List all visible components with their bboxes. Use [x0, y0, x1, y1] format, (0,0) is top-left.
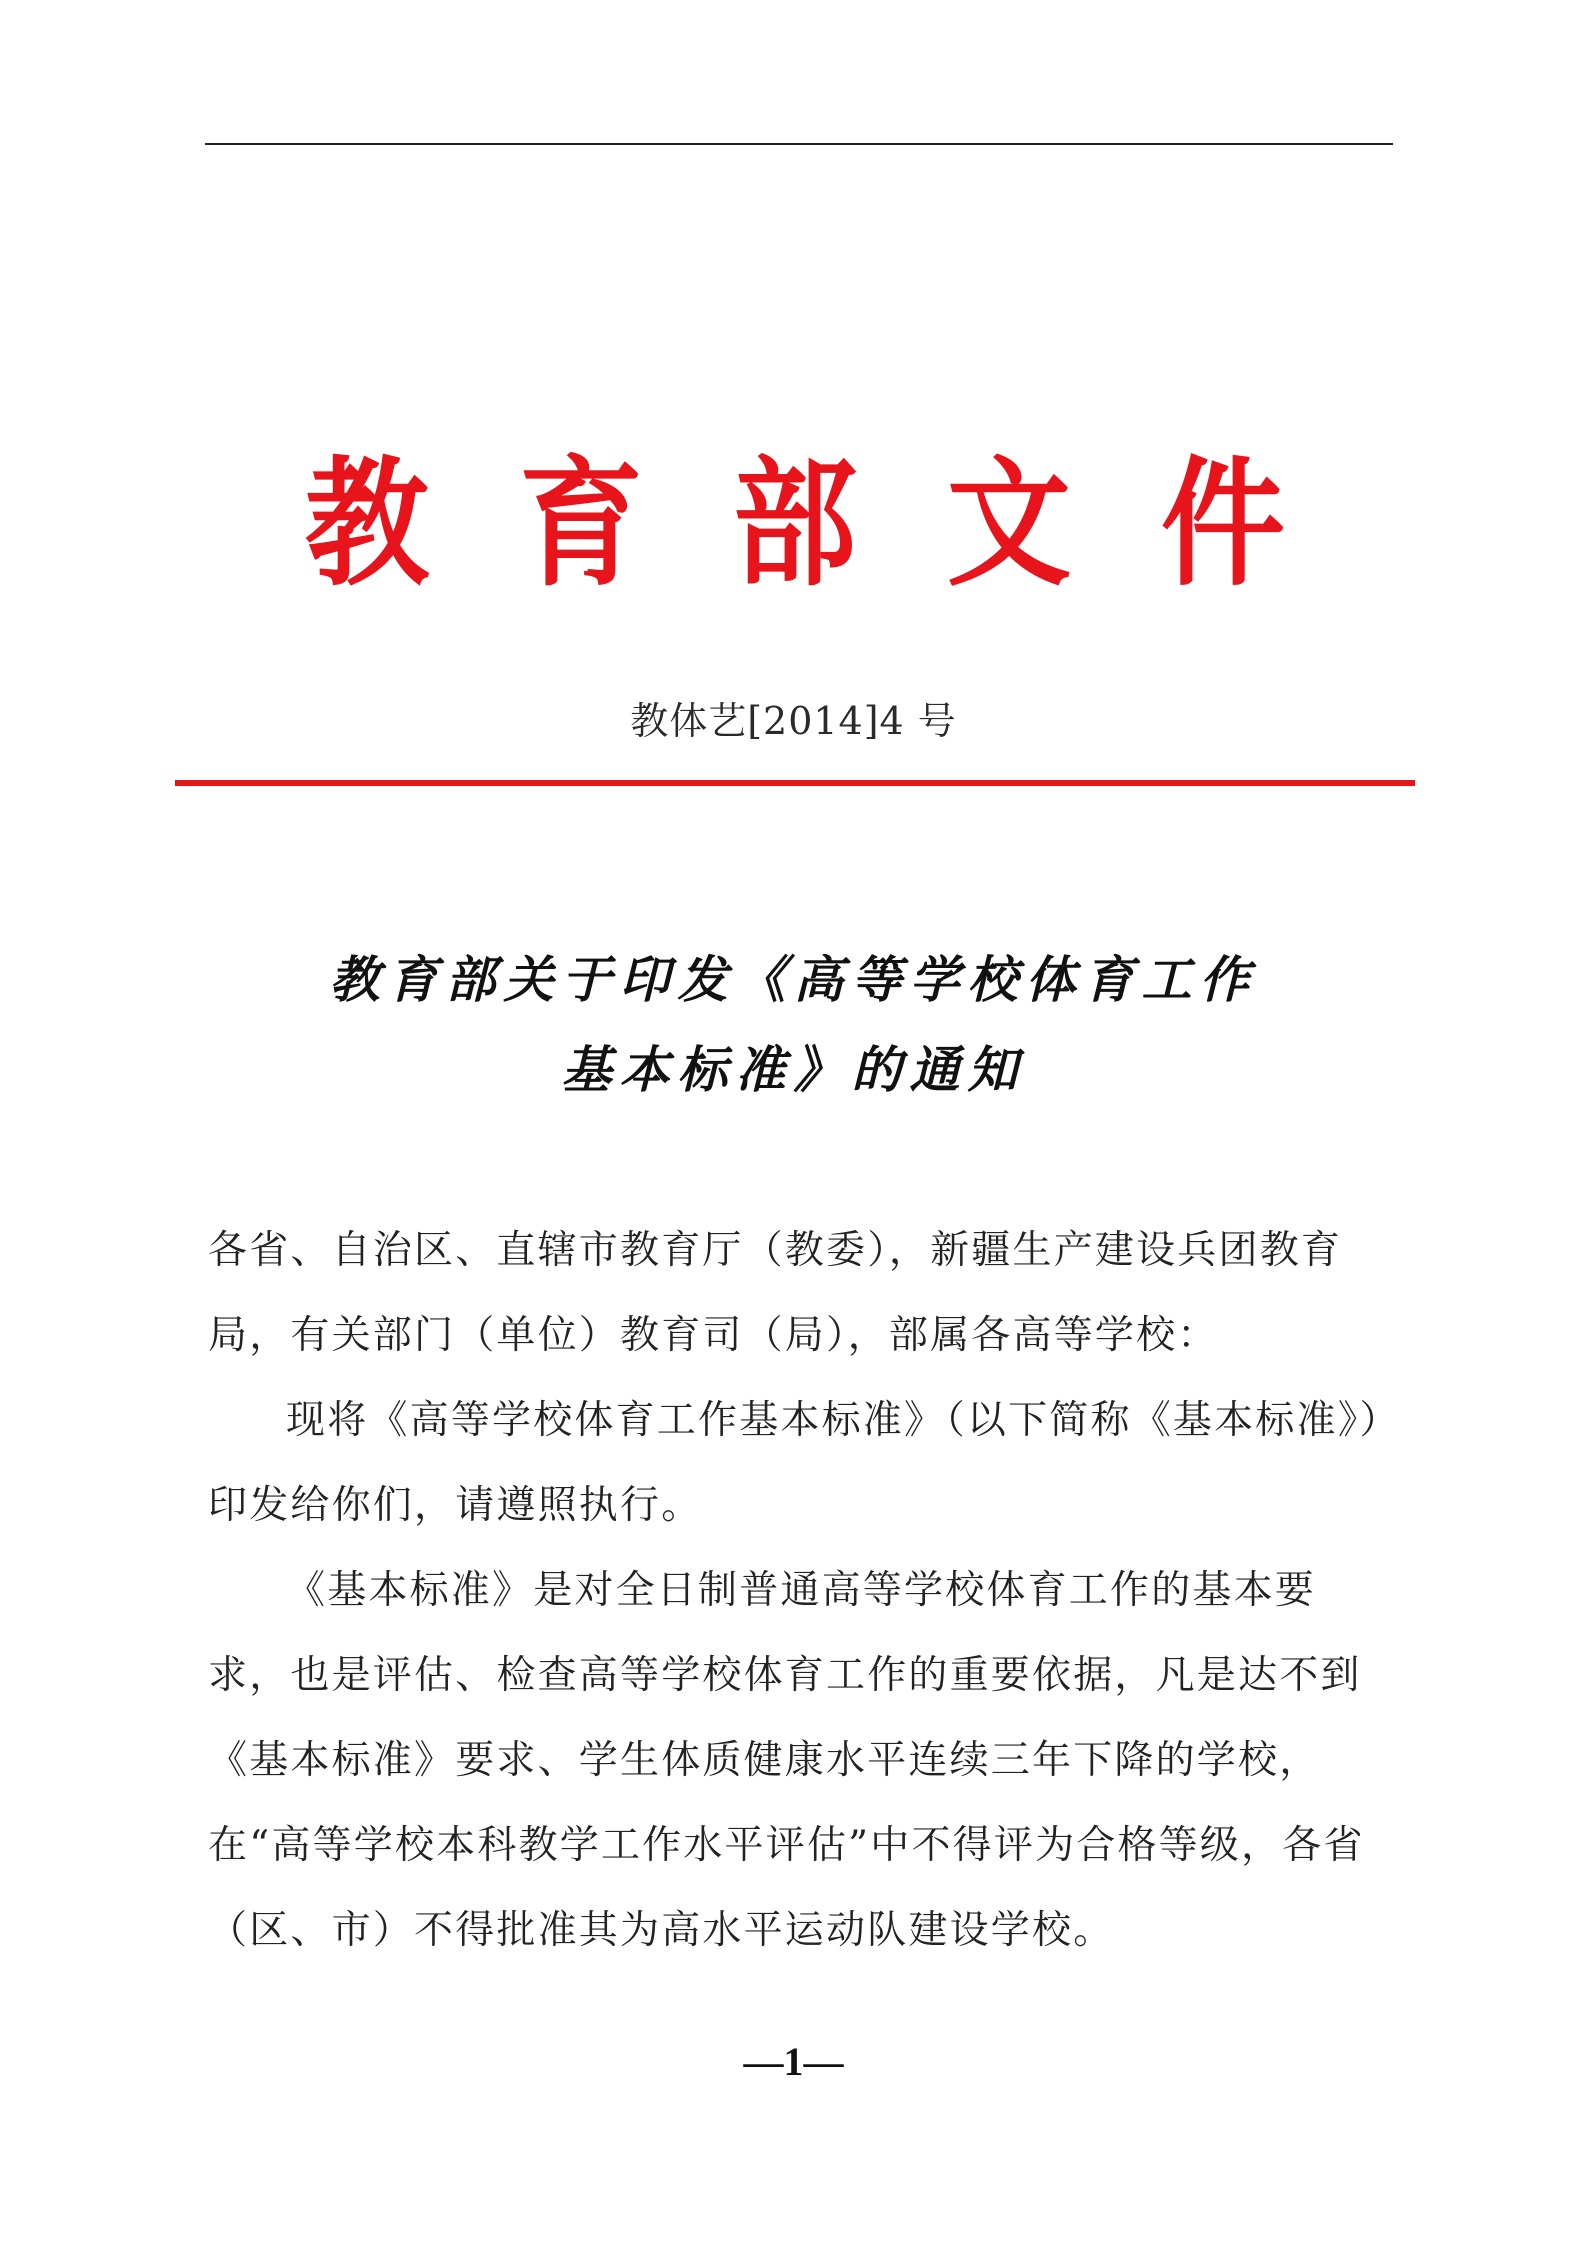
- masthead-char: 件: [1160, 444, 1285, 606]
- masthead-char: 部: [732, 444, 857, 606]
- document-number: 教体艺[2014]4 号: [630, 699, 957, 743]
- masthead-char: 教: [305, 444, 430, 606]
- document-title-line-2: 基本标准》的通知: [561, 1040, 1026, 1099]
- body-paragraph-1: [208, 1378, 1388, 1548]
- red-divider-line: [175, 780, 1415, 786]
- top-divider-line: [205, 143, 1393, 145]
- document-masthead: [305, 440, 1285, 610]
- body-paragraph-2: [208, 1548, 1388, 1973]
- paragraph-text: 现将《高等学校体育工作基本标准》（以下简称《基本标准》）印发给你们，请遵照执行。: [208, 1398, 1382, 1528]
- masthead-char: 育: [518, 444, 643, 606]
- addressee-text: 各省、自治区、直辖市教育厅（教委），新疆生产建设兵团教育局，有关部门（单位）教育司（局），部属各高等学校：: [208, 1228, 1343, 1358]
- addressee-paragraph: [208, 1208, 1388, 1378]
- paragraph-text: 《基本标准》是对全日制普通高等学校体育工作的基本要求，也是评估、检查高等学校体育工作的重要依据，凡是达不到《基本标准》要求、学生体质健康水平连续三年下降的学校，在“高等学校本科教学工作水平评估”中不得评为合格等级，各省（区、市）不得批准其为高水平运动队建设学校。: [208, 1568, 1365, 1953]
- page-number: —1—: [743, 2039, 844, 2084]
- document-title-line-1: 教育部关于印发《高等学校体育工作: [329, 950, 1258, 1009]
- masthead-char: 文: [946, 444, 1071, 606]
